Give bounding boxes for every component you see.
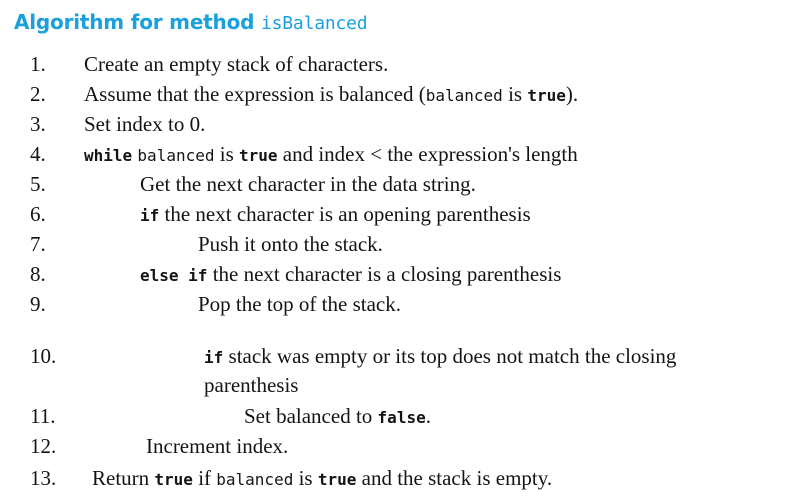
step-text bbox=[84, 112, 205, 137]
step-number: 9. bbox=[30, 292, 46, 316]
step-text-part: stack was empty or its top does not match the closing bbox=[223, 344, 677, 368]
step-7 bbox=[0, 232, 786, 262]
step-text bbox=[92, 466, 552, 491]
step-text bbox=[84, 142, 578, 167]
step-text bbox=[140, 202, 531, 227]
code-keyword: if bbox=[204, 348, 224, 367]
step-text bbox=[198, 292, 401, 317]
step-text-continuation: parenthesis bbox=[204, 373, 299, 397]
code-keyword: else if bbox=[140, 266, 208, 285]
code-keyword: true bbox=[527, 86, 566, 105]
step-2 bbox=[0, 82, 786, 112]
step-13 bbox=[0, 466, 786, 496]
step-text-part: . bbox=[425, 404, 431, 428]
step-number: 3. bbox=[30, 112, 46, 136]
step-9 bbox=[0, 292, 786, 322]
code-keyword: false bbox=[377, 408, 426, 427]
step-text-part: and the stack is empty. bbox=[356, 466, 553, 490]
step-number: 5. bbox=[30, 172, 46, 196]
code-keyword: if bbox=[140, 206, 160, 225]
step-5 bbox=[0, 172, 786, 202]
step-text bbox=[198, 232, 383, 257]
step-text-part: Set index to 0. bbox=[84, 112, 206, 136]
code-keyword: true bbox=[154, 470, 193, 489]
step-text-part: Create an empty stack of characters. bbox=[84, 52, 389, 76]
step-11 bbox=[0, 404, 786, 434]
step-text-part: and index < the expression's length bbox=[277, 142, 578, 166]
step-text bbox=[140, 262, 561, 287]
step-number: 12. bbox=[30, 434, 57, 458]
step-text-part: is bbox=[293, 466, 318, 490]
title-method-name: isBalanced bbox=[261, 13, 368, 34]
title-prefix: Algorithm for method bbox=[14, 10, 262, 34]
step-number: 2. bbox=[30, 82, 46, 106]
step-text bbox=[204, 344, 676, 369]
step-number: 11. bbox=[30, 404, 56, 428]
step-text-part: Push it onto the stack. bbox=[198, 232, 383, 256]
step-text-part: Assume that the expression is balanced ( bbox=[84, 82, 426, 106]
step-number: 10. bbox=[30, 344, 57, 368]
step-number: 13. bbox=[30, 466, 57, 490]
step-number: 7. bbox=[30, 232, 46, 256]
step-12 bbox=[0, 434, 786, 464]
step-text-part: if bbox=[192, 466, 217, 490]
step-1 bbox=[0, 52, 786, 82]
step-text-part: Pop the top of the stack. bbox=[198, 292, 401, 316]
step-10-continuation bbox=[0, 373, 786, 403]
code-term: balanced bbox=[216, 470, 294, 489]
step-number: 1. bbox=[30, 52, 46, 76]
step-number: 4. bbox=[30, 142, 46, 166]
step-text-part: Set balanced to bbox=[244, 404, 378, 428]
code-keyword: true bbox=[239, 146, 278, 165]
step-text-part: Get the next character in the data string. bbox=[140, 172, 476, 196]
step-text bbox=[140, 172, 476, 197]
step-text-part: the next character is an opening parenthesis bbox=[159, 202, 531, 226]
step-number: 6. bbox=[30, 202, 46, 226]
step-text bbox=[244, 404, 431, 429]
code-term: balanced bbox=[137, 146, 215, 165]
step-3 bbox=[0, 112, 786, 142]
step-text bbox=[84, 52, 388, 77]
step-text-part: is bbox=[502, 82, 528, 106]
step-6 bbox=[0, 202, 786, 232]
step-10 bbox=[0, 344, 786, 374]
code-keyword: while bbox=[84, 146, 133, 165]
step-text bbox=[146, 434, 288, 459]
step-text-part: the next character is a closing parenthesis bbox=[207, 262, 562, 286]
code-term: balanced bbox=[425, 86, 503, 105]
step-text bbox=[84, 82, 578, 107]
algorithm-title bbox=[14, 10, 367, 34]
step-number: 8. bbox=[30, 262, 46, 286]
step-text-part: Increment index. bbox=[146, 434, 289, 458]
step-text-part: ). bbox=[565, 82, 579, 106]
step-text-part: Return bbox=[92, 466, 155, 490]
code-keyword: true bbox=[317, 470, 357, 489]
step-text-part: is bbox=[214, 142, 239, 166]
step-8 bbox=[0, 262, 786, 292]
step-4 bbox=[0, 142, 786, 172]
